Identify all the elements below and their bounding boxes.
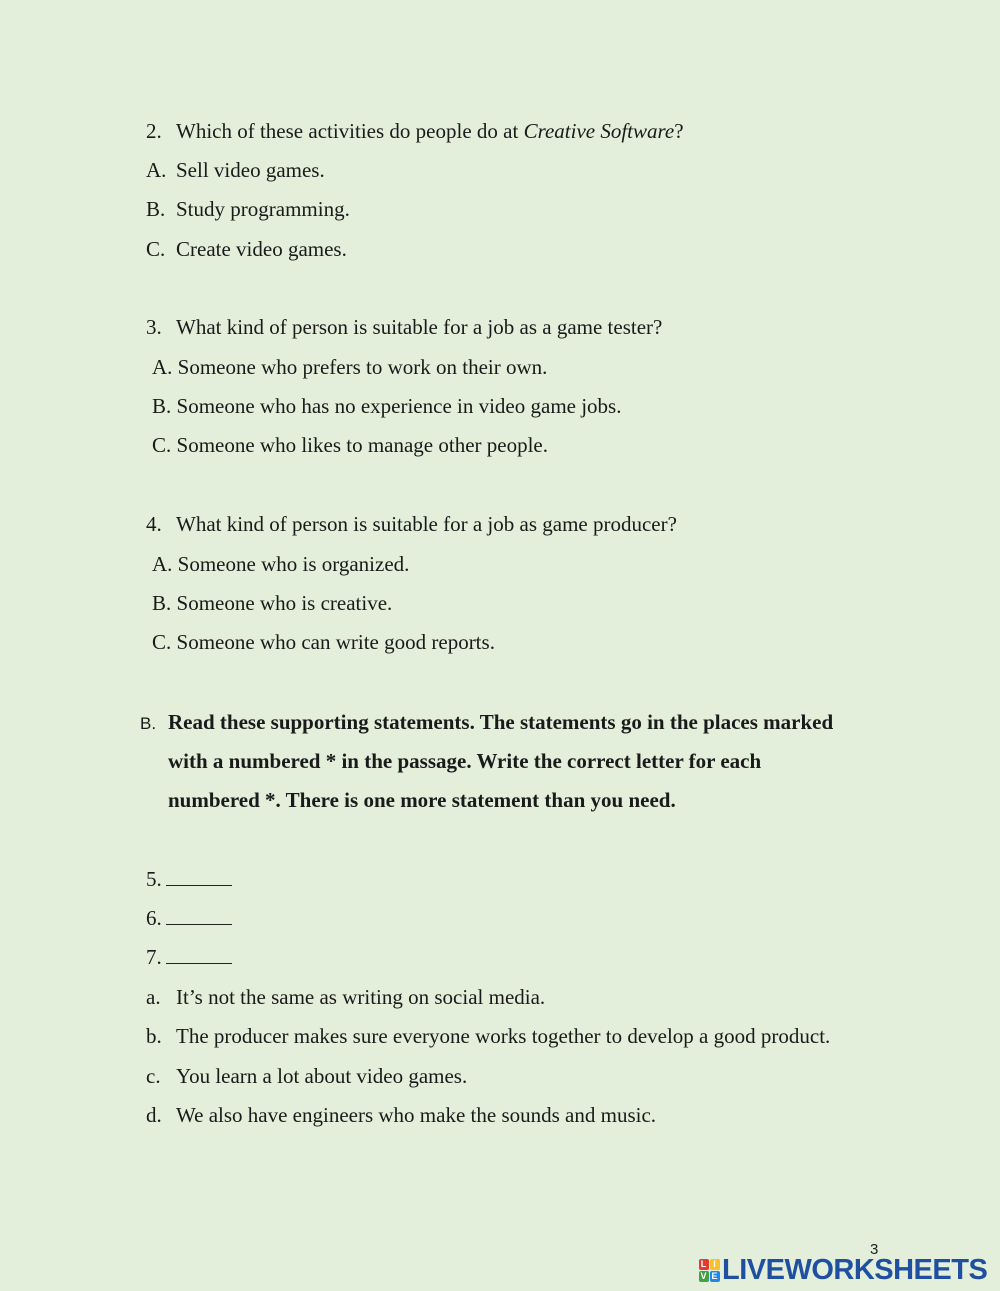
- statement-b: b. The producer makes sure everyone works together to develop a good product.: [146, 1024, 831, 1048]
- option-2c: C. Create video games.: [146, 237, 347, 261]
- question-2: 2. Which of these activities do people do at Creative Software?: [146, 119, 684, 143]
- question-4: 4. What kind of person is suitable for a job as game producer?: [146, 512, 677, 536]
- section-b-instruction: B. Read these supporting statements. The statements go in the places marked: [140, 709, 833, 737]
- option-2a: A. Sell video games.: [146, 158, 325, 182]
- answer-input[interactable]: [166, 867, 232, 886]
- section-letter: B.: [140, 714, 157, 733]
- question-3: 3. What kind of person is suitable for a job as a game tester?: [146, 315, 663, 339]
- option-4b: B. Someone who is creative.: [152, 591, 393, 615]
- option-4c: C. Someone who can write good reports.: [152, 630, 495, 654]
- logo-letter: E: [711, 1271, 718, 1281]
- logo-text: LIVEWORKSHEETS: [722, 1253, 988, 1286]
- liveworksheets-logo: [698, 1254, 994, 1286]
- answer-blank-6[interactable]: 6.: [146, 905, 232, 931]
- option-3b: B. Someone who has no experience in video game jobs.: [152, 394, 622, 418]
- statement-a: a. It’s not the same as writing on social media.: [146, 985, 546, 1009]
- statement-c: c. You learn a lot about video games.: [146, 1064, 468, 1088]
- answer-blank-5[interactable]: 5.: [146, 866, 232, 892]
- answer-input[interactable]: [166, 945, 232, 964]
- option-3a: A. Someone who prefers to work on their own.: [152, 355, 548, 379]
- statement-d: d. We also have engineers who make the sounds and music.: [146, 1103, 657, 1127]
- option-3c: C. Someone who likes to manage other people.: [152, 433, 549, 457]
- answer-input[interactable]: [166, 906, 232, 925]
- page-number: 3: [870, 1241, 879, 1258]
- section-b-instruction-line-2: with a numbered * in the passage. Write the correct letter for each: [168, 749, 762, 773]
- logo-letter: I: [710, 1259, 720, 1270]
- logo-letter: V: [700, 1271, 707, 1281]
- logo-icon: [698, 1258, 720, 1282]
- logo-letter: L: [699, 1259, 709, 1270]
- question-number: 2.: [146, 119, 162, 143]
- option-2b: B. Study programming.: [146, 197, 350, 221]
- answer-blank-7[interactable]: 7.: [146, 944, 232, 970]
- option-4a: A. Someone who is organized.: [152, 552, 410, 576]
- section-b-instruction-line-3: numbered *. There is one more statement than you need.: [168, 788, 676, 812]
